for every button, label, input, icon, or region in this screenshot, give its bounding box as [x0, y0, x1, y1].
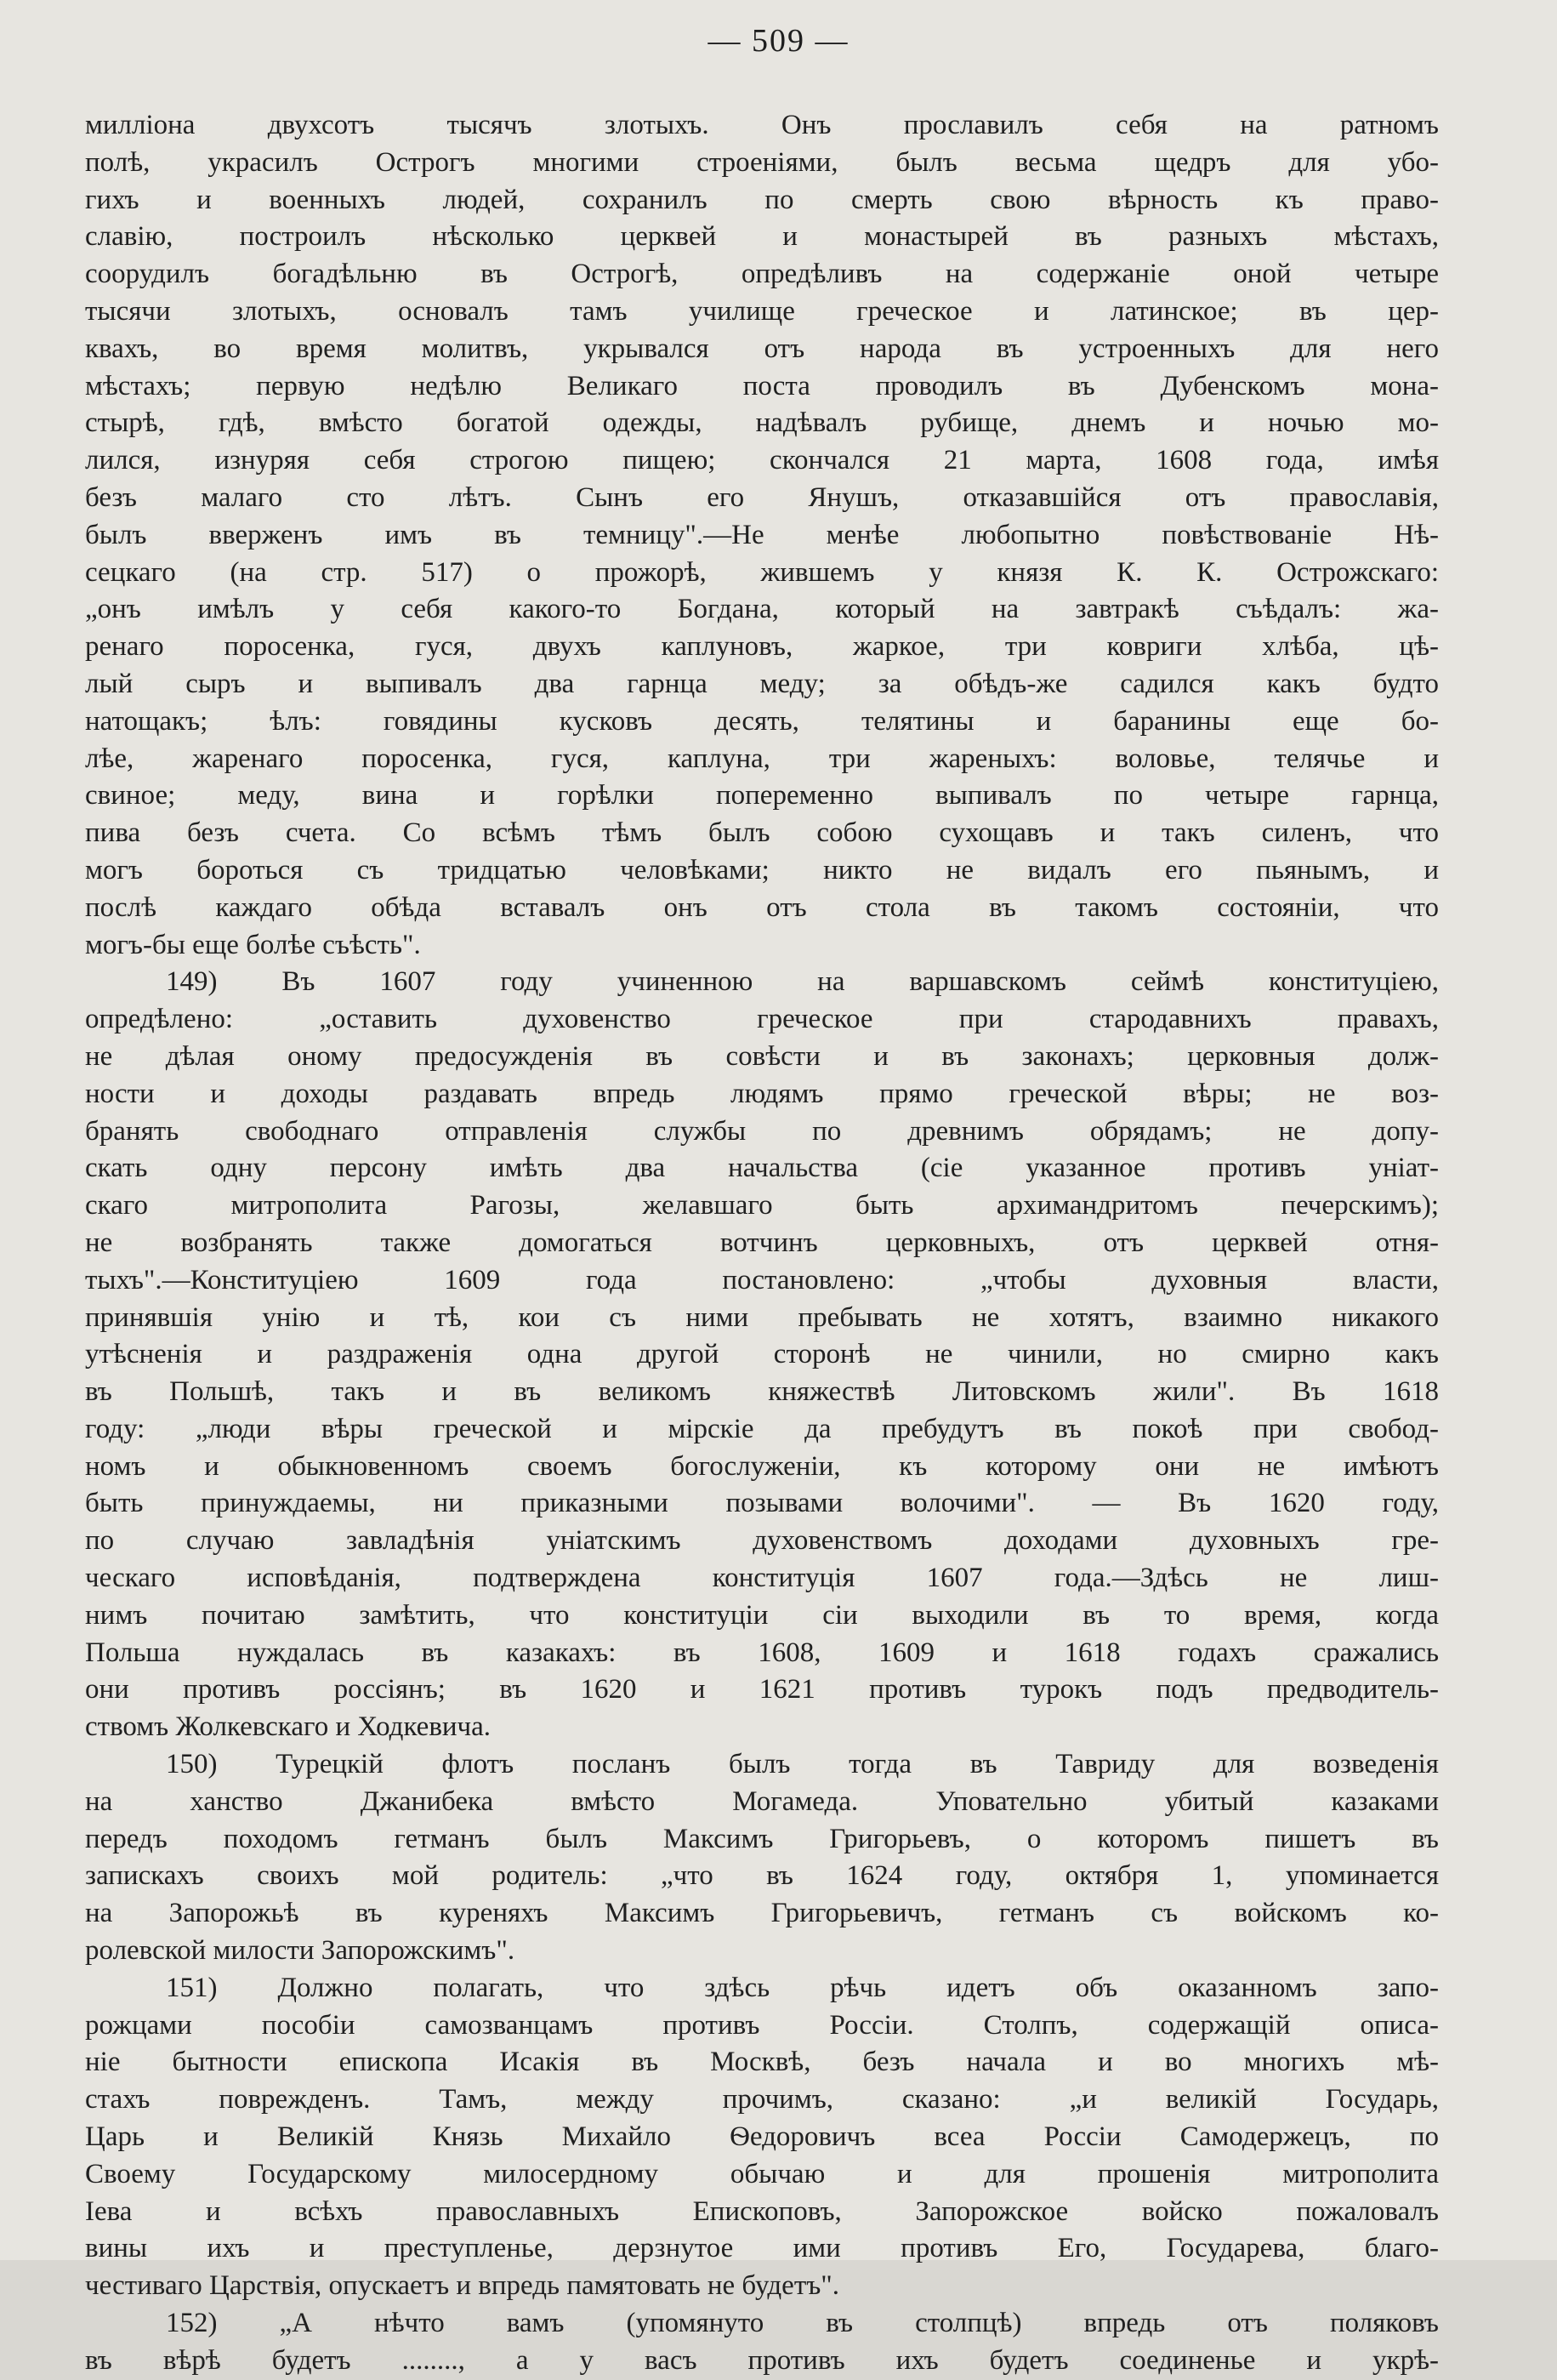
text-line: они противъ россіянъ; въ 1620 и 1621 противъ турокъ подъ предводитель-	[85, 1674, 1439, 1705]
text-line: номъ и обыкновенномъ своемъ богослуженіи, къ которому они не имѣютъ	[85, 1450, 1439, 1482]
text-line: вины ихъ и преступленье, дерзнутое ими противъ Его, Государева, благо-	[85, 2233, 1439, 2264]
text-line: мѣстахъ; первую недѣлю Великаго поста проводилъ въ Дубенскомъ мона-	[85, 370, 1439, 401]
text-line: скаго митрополита Рагозы, желавшаго быть архимандритомъ печерскимъ);	[85, 1190, 1439, 1221]
text-line: на Запорожьѣ въ куреняхъ Максимъ Григорьевичъ, гетманъ съ войскомъ ко-	[85, 1898, 1439, 1929]
text-line: бранять свободнаго отправленія службы по древнимъ обрядамъ; не допу-	[85, 1115, 1439, 1147]
text-line: свиное; меду, вина и горѣлки попеременно выпивалъ по четыре гарнца,	[85, 780, 1439, 811]
text-line: на ханство Джанибека вмѣсто Могамеда. Уповательно убитый казаками	[85, 1785, 1439, 1817]
text-line: квахъ, во время молитвъ, укрывался отъ народа въ устроенныхъ для него	[85, 333, 1439, 364]
page-number: — 509 —	[707, 23, 850, 59]
text-line: милліона двухсотъ тысячъ злотыхъ. Онъ прославилъ себя на ратномъ	[85, 110, 1439, 140]
text-line: соорудилъ богадѣльню въ Острогѣ, опредѣливъ на содержаніе оной четыре	[85, 259, 1439, 290]
text-line: стахъ поврежденъ. Тамъ, между прочимъ, сказано: „и великій Государь,	[85, 2084, 1439, 2115]
text-line: могъ бороться съ тридцатью человѣками; никто не видалъ его пьянымъ, и	[85, 854, 1439, 885]
text-line: не возбранять также домогаться вотчинъ церковныхъ, отъ церквей отня-	[85, 1227, 1439, 1258]
text-line: скать одну персону имѣть два начальства (сіе указанное противъ уніат-	[85, 1153, 1439, 1184]
text-line: утѣсненія и раздраженія одна другой сторонѣ не чинили, но смирно какъ	[85, 1339, 1439, 1370]
text-line: запискахъ своихъ мой родитель: „что въ 1624 году, октября 1, упоминается	[85, 1860, 1439, 1892]
text-line: стырѣ, гдѣ, вмѣсто богатой одежды, надѣвалъ рубище, днемъ и ночью мо-	[85, 407, 1439, 439]
text-line: лѣе, жаренаго поросенка, гуся, каплуна, три жареныхъ: воловье, телячье и	[85, 743, 1439, 774]
text-line: лился, изнуряя себя строгою пищею; скончался 21 марта, 1608 года, имѣя	[85, 445, 1439, 476]
text-line: ческаго исповѣданія, подтверждена конституція 1607 года.—Здѣсь не лиш-	[85, 1563, 1439, 1594]
text-line: пива безъ счета. Со всѣмъ тѣмъ былъ собою сухощавъ и такъ силенъ, что	[85, 817, 1439, 849]
text-line: могъ-бы еще болѣе съѣсть".	[85, 929, 421, 960]
text-line: былъ вверженъ имъ въ темницу".—Не менѣе любопытно повѣствованіе Нѣ-	[85, 519, 1439, 550]
text-line: 152) „А нѣчто вамъ (упомянуто въ столпцѣ) впредь отъ поляковъ	[166, 2308, 1439, 2339]
text-line: принявшія унію и тѣ, кои съ ними пребывать не хотятъ, взаимно никакого	[85, 1301, 1439, 1333]
text-line: безъ малаго сто лѣтъ. Сынъ его Янушъ, отказавшійся отъ православія,	[85, 481, 1439, 513]
text-line: натощакъ; ѣлъ: говядины кусковъ десять, телятины и баранины еще бо-	[85, 705, 1439, 737]
text-line: тысячи злотыхъ, основалъ тамъ училище греческое и латинское; въ цер-	[85, 295, 1439, 327]
text-line: послѣ каждаго обѣда вставалъ онъ отъ стола въ такомъ состояніи, что	[85, 891, 1439, 923]
text-line: Своему Государскому милосердному обычаю и для прошенія митрополита	[85, 2158, 1439, 2189]
text-line: ніе бытности епископа Исакія въ Москвѣ, безъ начала и во многихъ мѣ-	[85, 2047, 1439, 2078]
text-line: нимъ почитаю замѣтить, что конституціи сіи выходили въ то время, когда	[85, 1599, 1439, 1631]
text-line: 149) Въ 1607 году учиненною на варшавскомъ сеймѣ конституціею,	[166, 966, 1439, 998]
text-line: Іева и всѣхъ православныхъ Епископовъ, Запорожское войско пожаловалъ	[85, 2195, 1439, 2227]
text-line: „онъ имѣлъ у себя какого-то Богдана, который на завтракѣ съѣдалъ: жа-	[85, 594, 1439, 625]
text-line: Польша нуждалась въ казакахъ: въ 1608, 1609 и 1618 годахъ сражались	[85, 1637, 1439, 1668]
text-line: ренаго поросенка, гуся, двухъ каплуновъ, жаркое, три ковриги хлѣба, цѣ-	[85, 631, 1439, 663]
text-line: ствомъ Жолкевскаго и Ходкевича.	[85, 1711, 492, 1743]
text-line: 151) Должно полагать, что здѣсь рѣчь идетъ объ оказанномъ запо-	[166, 1972, 1439, 2003]
text-line: въ вѣрѣ будетъ ........, а у васъ противъ ихъ будетъ соединенье и укрѣ-	[85, 2344, 1439, 2376]
text-line: по случаю завладѣнія уніатскимъ духовенствомъ доходами духовныхъ гре-	[85, 1525, 1439, 1557]
text-line: честиваго Царствія, опускаетъ и впредь памятовать не будетъ".	[85, 2270, 840, 2302]
text-line: не дѣлая оному предосужденія въ совѣсти и въ законахъ; церковныя долж-	[85, 1040, 1439, 1072]
text-line: 150) Турецкій флотъ посланъ былъ тогда въ Тавриду для возведенія	[166, 1749, 1439, 1780]
text-line: рожцами пособіи самозванцамъ противъ Россіи. Столпъ, содержащій описа-	[85, 2009, 1439, 2041]
text-line: ности и доходы раздавать впредь людямъ прямо греческой вѣры; не воз-	[85, 1078, 1439, 1109]
text-line: году: „люди вѣры греческой и мірскіе да пребудутъ въ покоѣ при свобод-	[85, 1413, 1439, 1444]
text-line: сецкаго (на стр. 517) о прожорѣ, жившемъ у князя К. К. Острожскаго:	[85, 556, 1439, 588]
text-line: славію, построилъ нѣсколько церквей и монастырей въ разныхъ мѣстахъ,	[85, 221, 1439, 253]
text-line: въ Польшѣ, такъ и въ великомъ княжествѣ Литовскомъ жили". Въ 1618	[85, 1376, 1439, 1408]
text-line: опредѣлено: „оставить духовенство греческое при стародавнихъ правахъ,	[85, 1004, 1439, 1035]
body-text	[85, 107, 1439, 2380]
text-line: передъ походомъ гетманъ былъ Максимъ Григорьевъ, о которомъ пишетъ въ	[85, 1823, 1439, 1854]
text-line: полѣ, украсилъ Острогъ многими строеніями, былъ весьма щедръ для убо-	[85, 146, 1439, 178]
text-line: быть принуждаемы, ни приказными позывами волочими". — Въ 1620 году,	[85, 1488, 1439, 1519]
text-line: тыхъ".—Конституціею 1609 года постановлено: „чтобы духовныя власти,	[85, 1264, 1439, 1295]
text-line: Царь и Великій Князь Михайло Ѳедоровичъ всеа Россіи Самодержецъ, по	[85, 2121, 1439, 2153]
text-line: лый сыръ и выпивалъ два гарнца меду; за обѣдъ-же садился какъ будто	[85, 668, 1439, 699]
text-line: гихъ и военныхъ людей, сохранилъ по смерть свою вѣрность къ право-	[85, 184, 1439, 215]
text-line: ролевской милости Запорожскимъ".	[85, 1935, 515, 1967]
